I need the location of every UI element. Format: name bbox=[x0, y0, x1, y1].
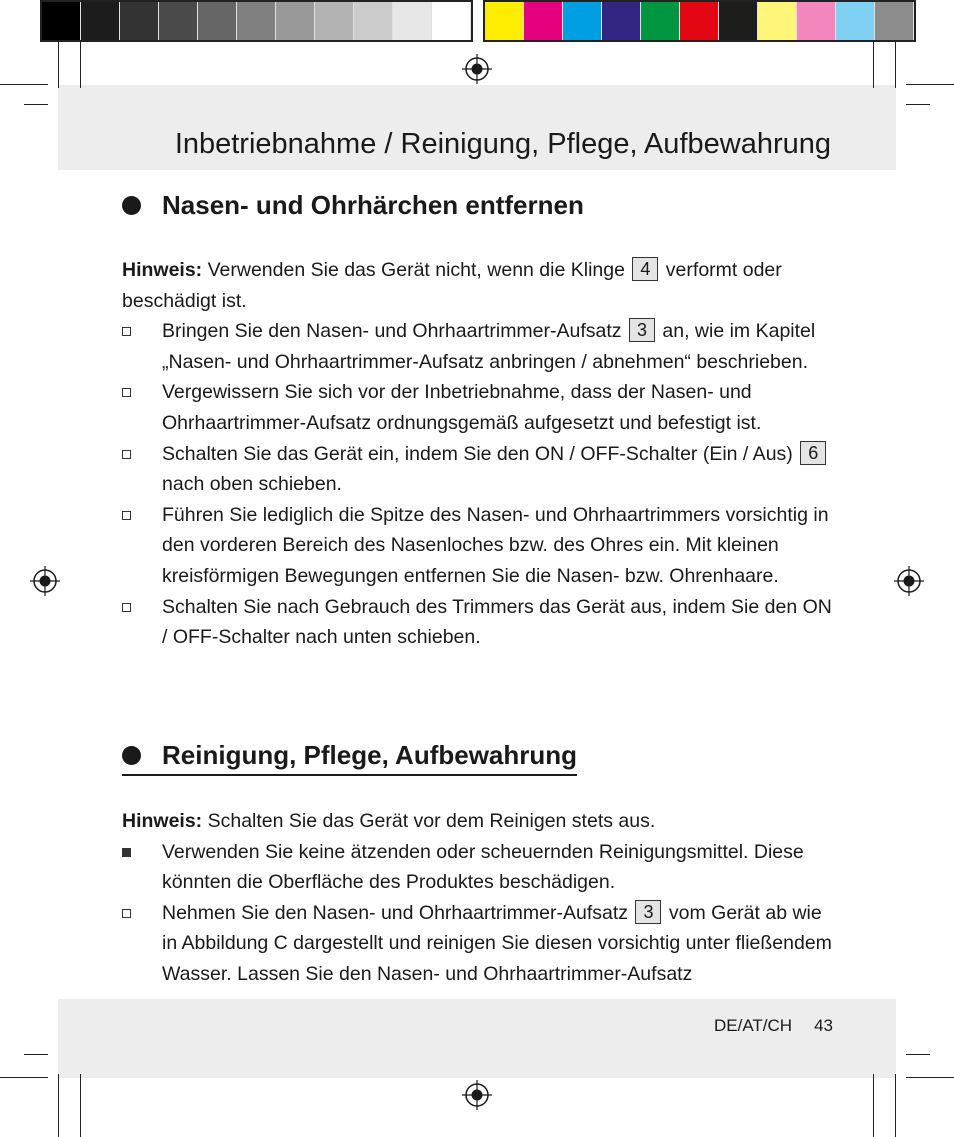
list-item bbox=[122, 500, 842, 592]
color-swatch bbox=[81, 2, 120, 40]
checkbox-square-icon bbox=[122, 327, 131, 336]
color-swatch bbox=[797, 2, 836, 40]
list-item bbox=[122, 898, 842, 990]
color-swatch bbox=[602, 2, 641, 40]
section-body bbox=[122, 255, 842, 653]
registration-mark-icon bbox=[894, 566, 924, 596]
section-heading bbox=[122, 740, 577, 776]
checkbox-square-icon bbox=[122, 450, 131, 459]
part-reference-badge: 3 bbox=[635, 900, 661, 924]
page-title: Inbetriebnahme / Reinigung, Pflege, Aufbewahrung bbox=[174, 128, 831, 160]
note-label: Hinweis: bbox=[122, 810, 203, 832]
crop-mark bbox=[906, 1077, 954, 1078]
filled-square-icon bbox=[122, 848, 131, 857]
page-number: 43 bbox=[814, 1016, 833, 1035]
checkbox-square-icon bbox=[122, 909, 131, 918]
footer-band bbox=[58, 999, 896, 1078]
color-swatch bbox=[719, 2, 758, 40]
list-item-text: Nehmen Sie den Nasen- und Ohrhaartrimmer-Aufsatz bbox=[162, 901, 634, 924]
list-item bbox=[122, 439, 842, 500]
crop-mark bbox=[80, 1074, 81, 1137]
bullet-dot-icon bbox=[122, 196, 141, 215]
list-item bbox=[122, 316, 842, 377]
color-swatch bbox=[159, 2, 198, 40]
color-swatch bbox=[198, 2, 237, 40]
section-title: Reinigung, Pflege, Aufbewahrung bbox=[162, 740, 578, 770]
color-swatch bbox=[393, 2, 432, 40]
note-text: Verwenden Sie das Gerät nicht, wenn die Klinge bbox=[202, 259, 631, 281]
note-paragraph bbox=[122, 806, 842, 837]
color-swatch bbox=[875, 2, 914, 40]
footer-region-label: DE/AT/CH bbox=[714, 1016, 793, 1035]
page-footer bbox=[714, 1016, 833, 1036]
color-swatch bbox=[641, 2, 680, 40]
checkbox-square-icon bbox=[122, 511, 131, 520]
color-swatch bbox=[485, 2, 524, 40]
crop-mark bbox=[24, 104, 48, 105]
crop-mark bbox=[906, 104, 930, 105]
registration-mark-icon bbox=[462, 1080, 492, 1110]
color-swatch bbox=[432, 2, 471, 40]
registration-mark-icon bbox=[30, 566, 60, 596]
note-label: Hinweis: bbox=[122, 259, 203, 281]
note-text: Schalten Sie das Gerät vor dem Reinigen stets aus. bbox=[202, 810, 656, 832]
list-item bbox=[122, 592, 842, 653]
checkbox-square-icon bbox=[122, 603, 131, 612]
color-swatch bbox=[354, 2, 393, 40]
list-item-text: Bringen Sie den Nasen- und Ohrhaartrimmer-Aufsatz bbox=[162, 320, 627, 343]
part-reference-badge: 4 bbox=[632, 257, 658, 281]
crop-mark bbox=[24, 1054, 48, 1055]
crop-mark bbox=[906, 84, 954, 85]
instruction-list bbox=[122, 837, 842, 990]
process-color-bar bbox=[483, 0, 916, 42]
list-item-text: Vergewissern Sie sich vor der Inbetriebnahme, dass der Nasen- und Ohrhaartrimmer-Aufsatz ordnungsgemäß aufgesetzt und befestigt ist. bbox=[162, 381, 762, 434]
section-heading bbox=[122, 190, 584, 221]
section-title: Nasen- und Ohrhärchen entfernen bbox=[162, 190, 584, 220]
registration-mark-icon bbox=[462, 54, 492, 84]
list-item-text: nach oben schieben. bbox=[162, 473, 342, 496]
color-swatch bbox=[758, 2, 797, 40]
crop-mark bbox=[895, 42, 896, 88]
part-reference-badge: 6 bbox=[800, 441, 826, 465]
color-swatch bbox=[836, 2, 875, 40]
color-swatch bbox=[237, 2, 276, 40]
list-item-text: Schalten Sie nach Gebrauch des Trimmers das Gerät aus, indem Sie den ON / OFF-Schalter nach unten schieben. bbox=[162, 595, 832, 649]
section-body bbox=[122, 806, 842, 990]
crop-mark bbox=[895, 1074, 896, 1137]
color-swatch bbox=[563, 2, 602, 40]
checkbox-square-icon bbox=[122, 388, 131, 397]
crop-mark bbox=[906, 1054, 930, 1055]
crop-mark bbox=[58, 1074, 59, 1137]
list-item-text: vom Gerät ab wie in Abbildung C dargestellt und reinigen Sie diesen vorsichtig unter fließendem Wasser. Lassen Sie den Nasen- und Ohrhaartrimmer-Aufsatz bbox=[162, 901, 832, 985]
color-swatch bbox=[42, 2, 81, 40]
color-swatch bbox=[315, 2, 354, 40]
note-text: verformt oder beschädigt ist. bbox=[122, 259, 782, 312]
list-item bbox=[122, 377, 842, 438]
color-swatch bbox=[276, 2, 315, 40]
crop-mark bbox=[80, 42, 81, 88]
crop-mark bbox=[0, 84, 48, 85]
color-swatch bbox=[524, 2, 563, 40]
instruction-list bbox=[122, 316, 842, 653]
crop-mark bbox=[873, 1074, 874, 1137]
part-reference-badge: 3 bbox=[629, 318, 655, 342]
list-item-text: Verwenden Sie keine ätzenden oder scheuernden Reinigungsmittel. Diese könnten die Oberfläche des Produktes beschädigen. bbox=[162, 840, 804, 894]
list-item-text: Schalten Sie das Gerät ein, indem Sie den ON / OFF-Schalter (Ein / Aus) bbox=[162, 442, 799, 465]
color-swatch bbox=[120, 2, 159, 40]
crop-mark bbox=[873, 42, 874, 88]
grayscale-color-bar bbox=[40, 0, 473, 42]
crop-mark bbox=[0, 1077, 48, 1078]
list-item-text: an, wie im Kapitel „Nasen- und Ohrhaartrimmer-Aufsatz anbringen / abnehmen“ beschrieben. bbox=[162, 320, 816, 373]
note-paragraph bbox=[122, 255, 842, 316]
list-item bbox=[122, 837, 842, 898]
list-item-text: Führen Sie lediglich die Spitze des Nasen- und Ohrhaartrimmers vorsichtig in den vorderen Bereich des Nasenloches bzw. des Ohres ein. Mit kleinen kreisförmigen Bewegungen entfernen Sie die Nasen- bzw. Ohrenhaare. bbox=[162, 503, 829, 587]
bullet-dot-icon bbox=[122, 746, 141, 765]
color-swatch bbox=[680, 2, 719, 40]
crop-mark bbox=[58, 42, 59, 88]
